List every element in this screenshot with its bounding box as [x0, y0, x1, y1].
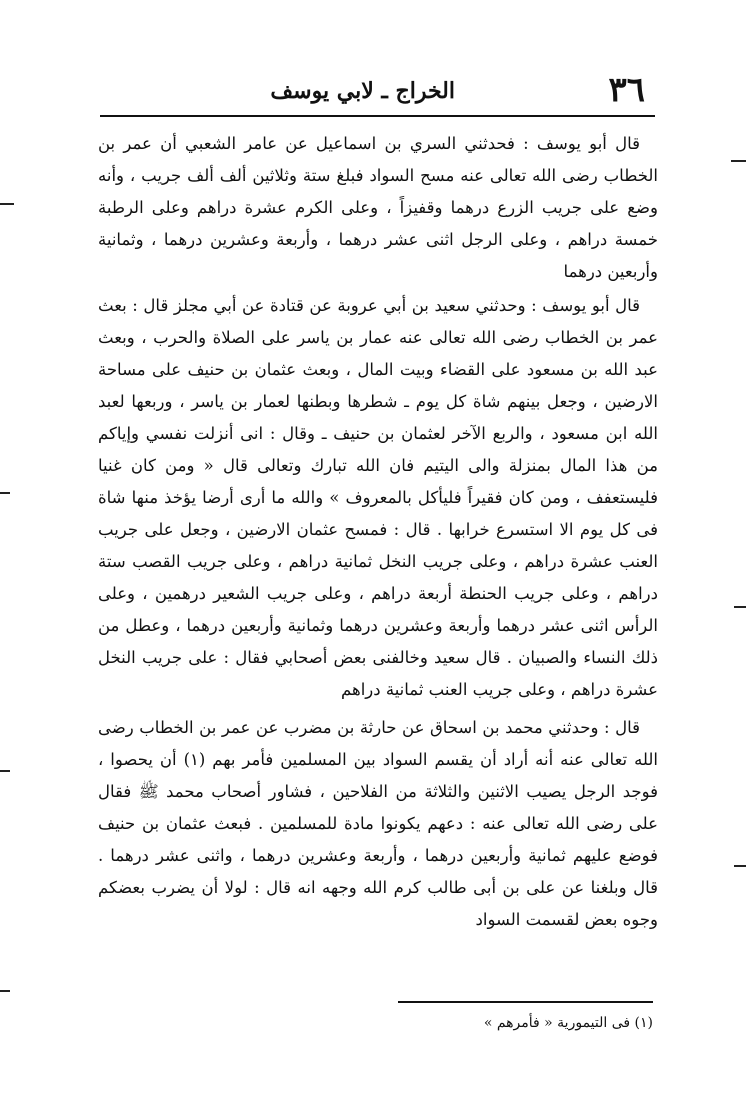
- paragraph-1: قال أبو يوسف : فحدثني السري بن اسماعيل عن عامر الشعبي أن عمر بن الخطاب رضى الله تعالى عنه مسح السواد فبلغ ستة وثلاثين ألف ألف جريب ، وأنه وضع على جريب الزرع درهما وقفيزاً ، وعلى الكرم عشرة دراهم وعلى الرطبة خمسة دراهم ، وعلى الرجل اثنى عشر درهما ، وأربعة وعشرين درهما ، وثمانية وأربعين درهما: [98, 134, 658, 281]
- paragraph-3: قال : وحدثني محمد بن اسحاق عن حارثة بن مضرب عن عمر بن الخطاب رضى الله تعالى عنه أنه أراد أن يقسم السواد بين المسلمين فأمر بهم (١) أن يحصوا ، فوجد الرجل يصيب الاثنين والثلاثة من الفلاحين ، فشاور أصحاب محمد ﷺ فقال على رضى الله تعالى عنه : دعهم يكونوا مادة للمسلمين . فبعث عثمان بن حنيف فوضع عليهم ثمانية وأربعين درهما ، وأربعة وعشرين درهما ، واثنى عشر درهما . قال وبلغنا عن على بن أبى طالب كرم الله وجهه انه قال : لولا أن يضرب بعضكم وجوه بعض لقسمت السواد: [98, 718, 659, 929]
- paragraph-2: قال أبو يوسف : وحدثني سعيد بن أبي عروبة عن قتادة عن أبي مجلز قال : بعث عمر بن الخطاب رضى الله تعالى عنه عمار بن ياسر على الصلاة والحرب ، وبعث عبد الله بن مسعود على القضاء وبيت المال ، وبعث عثمان بن حنيف على مساحة الارضين ، وجعل بينهم شاة كل يوم ـ شطرها وبطنها لعمار بن ياسر ، وربعها لعبد الله ابن مسعود ، والربع الآخر لعثمان بن حنيف ـ وقال : انى أنزلت نفسي وإياكم من هذا المال بمنزلة والى اليتيم فان الله تبارك وتعالى قال « ومن كان غنيا فليستعفف ، ومن كان فقيراً فليأكل بالمعروف » والله ما أرى أرضا يؤخذ منها شاة فى كل يوم الا استسرع خرابها . قال : فمسح عثمان الارضين ، وجعل على جريب العنب عشرة دراهم ، وعلى جريب النخل ثمانية دراهم ، وعلى جريب القصب ستة دراهم ، وعلى جريب الحنطة أربعة دراهم ، وعلى جريب الشعير درهمين ، وعلى الرأس اثنى عشر درهما وأربعة وعشرين درهما وثمانية وأربعين درهما ، وعطل من ذلك النساء والصبيان . قال سعيد وخالفنى بعض أصحابي فقال : على جريب النخل عشرة دراهم ، وعلى جريب العنب ثمانية دراهم: [98, 296, 658, 699]
- running-title: الخراج ـ لابي يوسف: [270, 78, 455, 104]
- footnote: (١) فى التيمورية « فأمرهم »: [483, 1015, 653, 1031]
- footnote-rule: [398, 1001, 653, 1003]
- page-header: [100, 70, 655, 110]
- page-number: ٣٦: [608, 70, 645, 110]
- scan-edge-mark: [0, 492, 10, 494]
- header-rule: [100, 115, 655, 117]
- scan-edge-mark: [0, 203, 14, 205]
- scan-edge-mark: [0, 990, 10, 992]
- scan-edge-mark: [731, 160, 746, 162]
- body-text: [98, 128, 658, 938]
- scan-edge-mark: [0, 770, 10, 772]
- scan-edge-mark: [734, 865, 746, 867]
- scan-edge-mark: [734, 606, 746, 608]
